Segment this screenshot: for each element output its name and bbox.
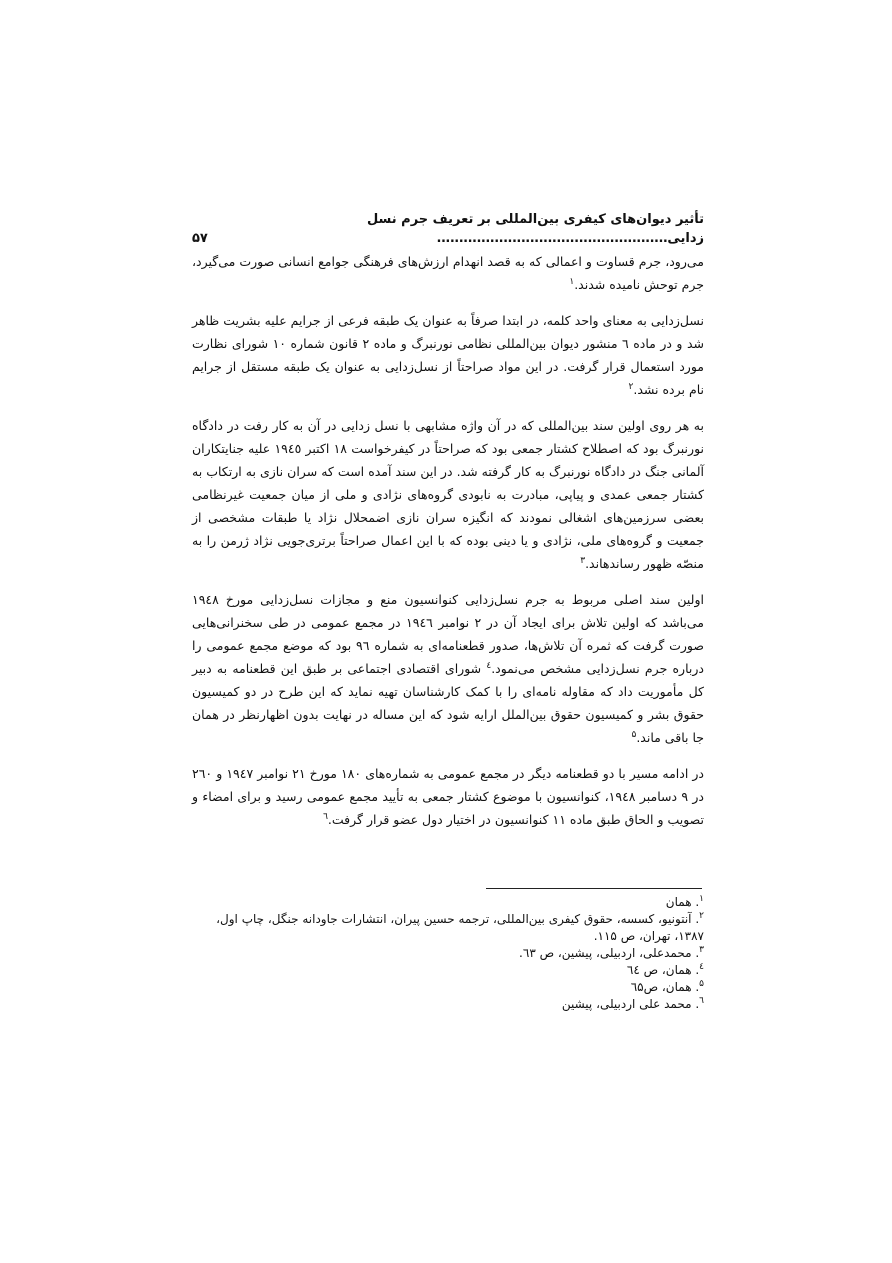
footnote-item xyxy=(192,996,704,1013)
footnote-item xyxy=(192,894,704,911)
footnote-ref[interactable]: ٤ xyxy=(486,660,492,671)
paragraph-5 xyxy=(192,762,704,831)
footnote-ref[interactable]: ۱ xyxy=(569,276,575,287)
header-title-word: زدایی xyxy=(667,231,704,246)
footnote-number: ٤ xyxy=(699,962,704,972)
footnote-ref[interactable]: ۵ xyxy=(631,729,637,740)
header-page-number: ۵۷ xyxy=(192,231,208,246)
footnotes xyxy=(192,894,704,1013)
footnote-text: . همان، ص ٦٤ xyxy=(626,963,700,977)
footnote-ref[interactable]: ۲ xyxy=(628,381,634,392)
footnote-ref[interactable]: ٦ xyxy=(323,811,328,822)
footnote-number: ۵ xyxy=(699,979,704,989)
footnote-text: . همان xyxy=(665,895,700,909)
footnote-item xyxy=(192,962,704,979)
paragraph-text: شورای اقتصادی اجتماعی بر طبق این قطعنامه به دبیر کل مأموریت داد که مقاوله نامه‌ای را با کمک کارشناسان تهیه نماید که این طرح در دو کمیسیون حقوق بشر و کمیسیون حقوق بین‌الملل ارایه شود که این مساله در نهایت بدون اظهارنظر در همان جا باقی ماند. xyxy=(192,661,704,745)
paragraph-text: اولین سند اصلی مربوط به جرم نسل‌زدایی کنوانسیون منع و مجازات نسل‌زدایی مورخ ۱۹٤۸ می‌باشد که اولین تلاش برای ایجاد آن در ۲ نوامبر ۱۹٤٦ در مجمع عمومی در طی سخنرانی‌هایی صورت گرفت که ثمره آن تلاش‌ها، صدور قطعنامه‌ای به شماره ۹٦ بود که موضع مجمع عمومی را درباره جرم نسل‌زدایی مشخص می‌نمود. xyxy=(192,592,704,676)
footnote-item xyxy=(192,945,704,962)
paragraph-text: به هر روی اولین سند بین‌المللی که در آن واژه مشابهی با نسل زدایی در آن به کار رفت در دادگاه نورنبرگ بود که اصطلاح کشتار جمعی بود که صراحتاً در کیفرخواست ۱۸ اکتبر ۱۹٤٥ علیه جنایتکاران آلمانی جنگ در دادگاه نورنبرگ به کار گرفته شد. در این سند آمده است که سران نازی به ارتکاب به کشتار جمعی عمدی و پیاپی، مبادرت به نابودی گروه‌های نژادی و ملی از میان جمعیت غیرنظامی بعضی سرزمین‌های اشغالی نمودند که انگیزه سران نازی اضمحلال نژاد یا طبقات مشخصی از جمعیت و گروه‌های ملی، نژادی و یا دینی بوده که با این اعمال صراحتاً برتری‌جویی نژاد ژرمن را به منصّه ظهور رساندهاند. xyxy=(192,418,705,571)
footnote-item xyxy=(192,911,704,945)
document-page xyxy=(192,210,704,831)
header-title: تأثیر دیوان‌های کیفری بین‌المللی بر تعریف جرم نسل xyxy=(366,212,704,227)
footnote-item xyxy=(192,979,704,996)
footnote-text: . همان، ص٦۵ xyxy=(630,980,700,994)
paragraph-text: در ادامه مسیر با دو قطعنامه دیگر در مجمع عمومی به شماره‌های ۱۸۰ مورخ ۲۱ نوامبر ۱۹٤۷ و ۲٦۰ در ۹ دسامبر ۱۹٤۸، کنوانسیون با موضوع کشتار جمعی به تأیید مجمع عمومی رسید و برای امضاء و تصویب و الحاق طبق ماده ۱۱ کنوانسیون در اختیار دول عضو قرار گرفت. xyxy=(192,766,704,827)
footnote-number: ٦ xyxy=(699,996,704,1006)
paragraph-2 xyxy=(192,309,704,401)
footnote-separator xyxy=(486,888,702,889)
header-leader-dots: .................................................... xyxy=(436,231,668,246)
paragraph-text: می‌رود، جرم قساوت و اعمالی که به قصد انهدام ارزش‌های فرهنگی جوامع انسانی صورت می‌گیرد، جرم توحش نامیده شدند. xyxy=(192,254,704,292)
footnote-ref[interactable]: ۳ xyxy=(580,555,586,566)
paragraph-3 xyxy=(192,414,704,575)
footnote-text: . آنتونیو، کسسه، حقوق کیفری بین‌المللی، ترجمه حسین پیران، انتشارات جاودانه جنگل، چاپ اول، ۱۳۸۷، تهران، ص ۱۱۵. xyxy=(216,912,704,943)
paragraph-4 xyxy=(192,588,704,749)
header-title-line2 xyxy=(192,229,704,248)
paragraph-1 xyxy=(192,250,704,296)
paragraph-text: نسل‌زدایی به معنای واحد کلمه، در ابتدا صرفاً به عنوان یک طبقه فرعی از جرایم علیه بشریت ظاهر شد و در ماده ٦ منشور دیوان بین‌المللی نظامی نورنبرگ و ماده ۲ قانون شماره ۱۰ شورای نظارت مورد استعمال قرار گرفت. در این مواد صراحتاً از نسل‌زدایی به عنوان یک طبقه مستقل از جرایم نام برده نشد. xyxy=(192,313,704,397)
footnote-number: ۱ xyxy=(699,894,704,904)
footnote-number: ۲ xyxy=(699,911,704,921)
footnote-number: ۳ xyxy=(699,945,704,955)
footnote-text: . محمد علی اردبیلی، پیشین xyxy=(561,997,700,1011)
footnote-text: . محمدعلی، اردبیلی، پیشین، ص ٦۳. xyxy=(519,946,700,960)
running-header xyxy=(192,210,704,248)
